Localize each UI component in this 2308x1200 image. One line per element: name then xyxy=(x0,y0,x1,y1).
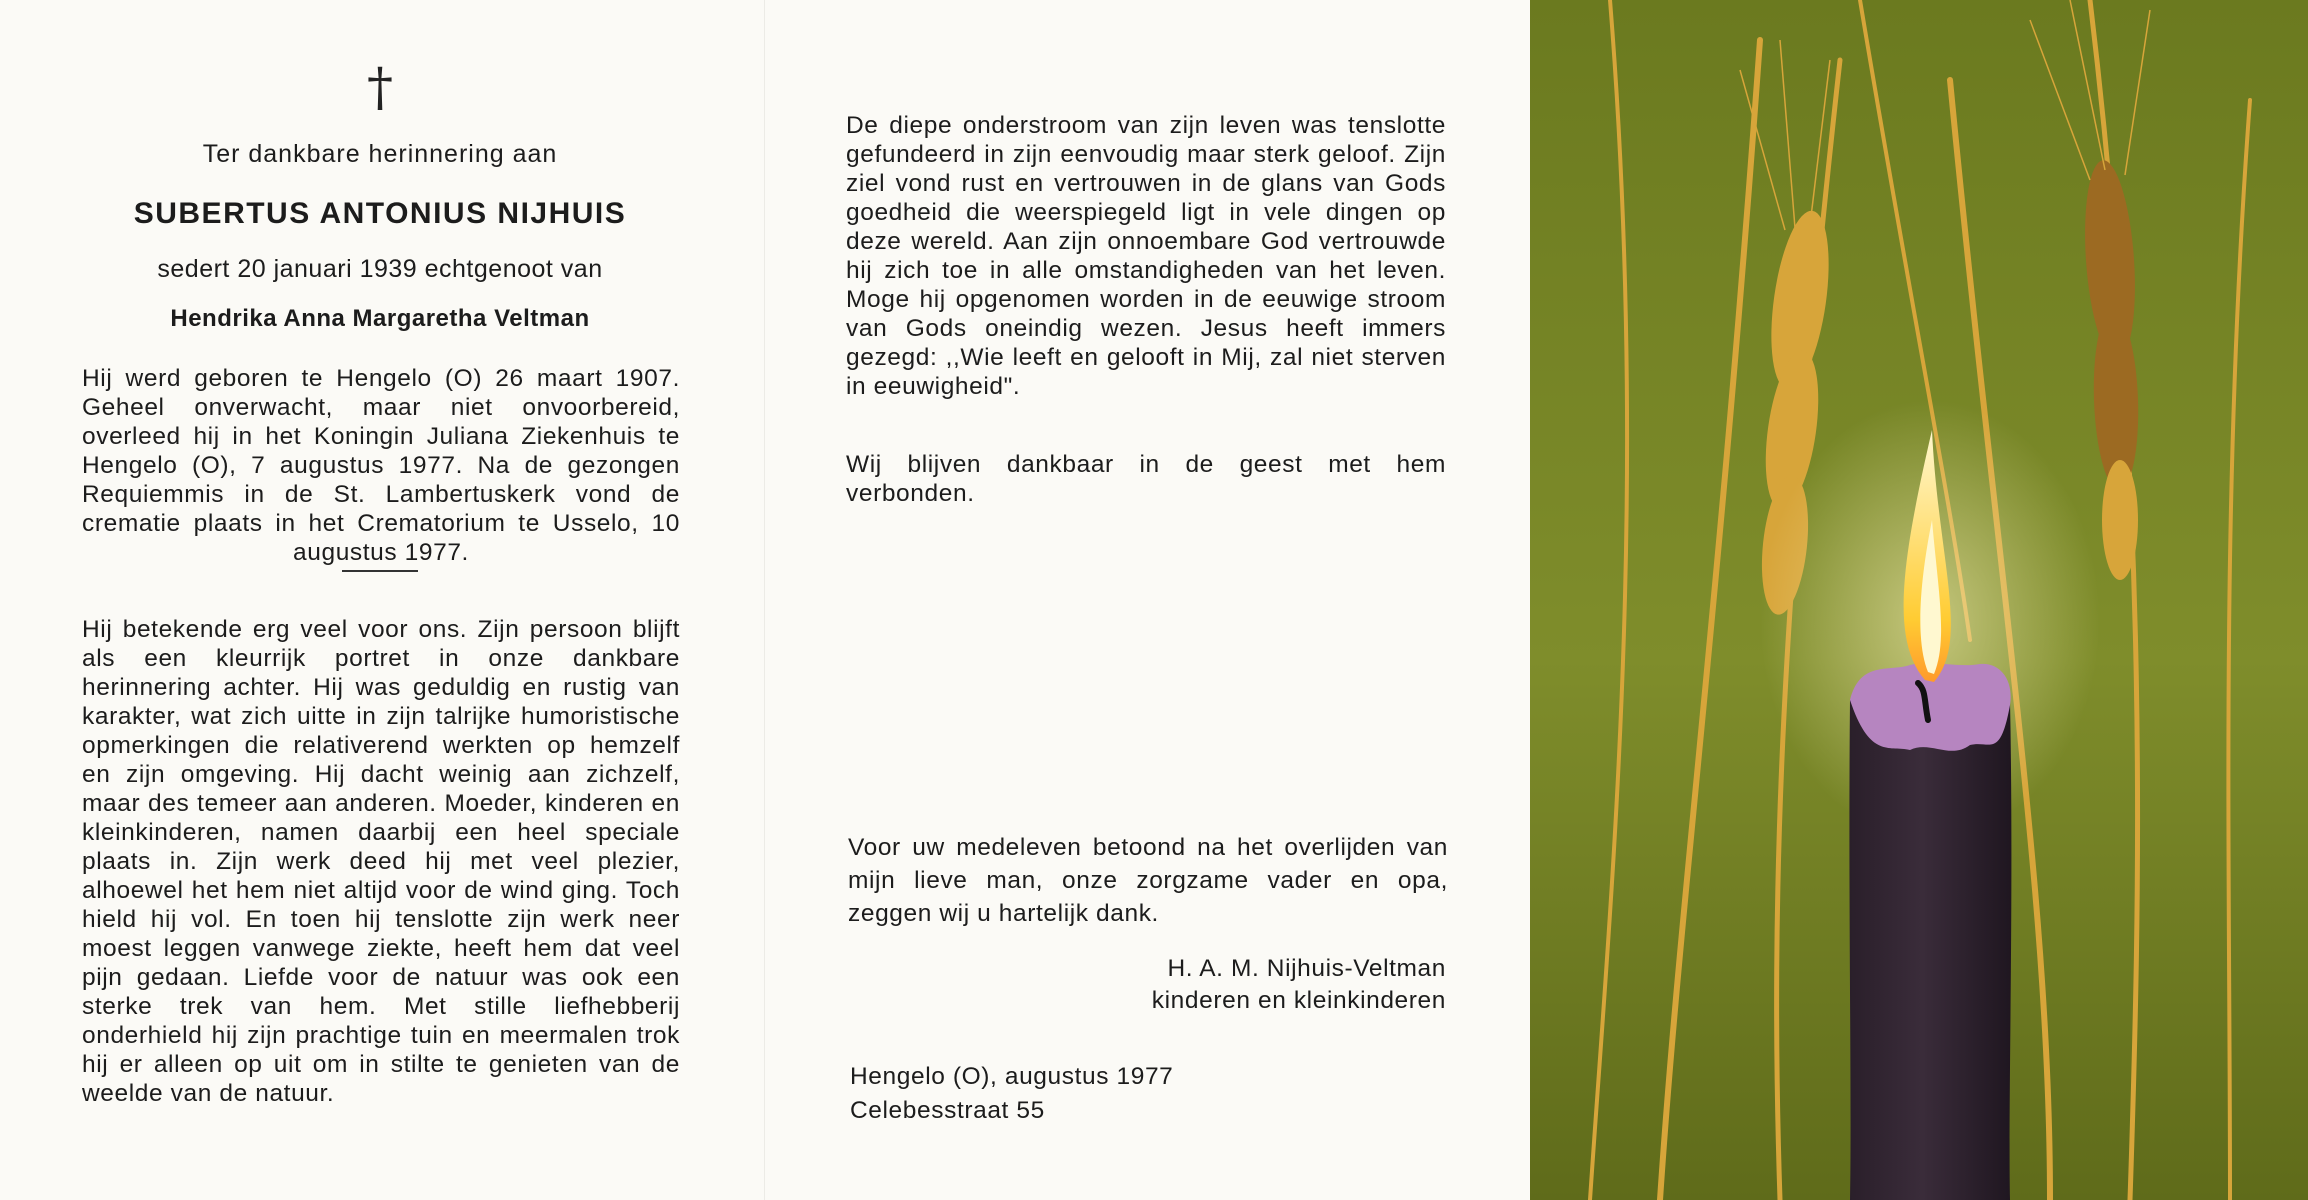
remembrance-text: Wij blijven dankbaar in de geest met hem verbonden. xyxy=(846,451,1446,507)
cross-icon: † xyxy=(367,58,393,118)
intro-line: Ter dankbare herinnering aan xyxy=(202,140,558,168)
address: Celebesstraat 55 xyxy=(850,1097,1045,1124)
signature-widow: H. A. M. Nijhuis-Veltman xyxy=(1167,955,1446,982)
faith-text: De diepe onderstroom van zijn leven was tenslotte gefundeerd in zijn eenvoudig maar sterk geloof. Zijn ziel vond rust en vertrouwen in de glans van Gods goedheid die weerspiegeld ligt in vele dingen op deze wereld. Aan zijn onnoembare God vertrouwde hij zich toe in alle omstandigheden van het leven. Moge hij opgenomen worden in de eeuwige stroom van Gods oneindig wezen. Jesus heeft immers gezegd: ,,Wie leeft en gelooft in Mij, zal niet sterven in eeuwigheid". xyxy=(846,112,1446,400)
thanks-text: Voor uw medeleven betoond na het overlijden van mijn lieve man, onze zorgzame vader en opa, zeggen wij u hartelijk dank. xyxy=(848,834,1448,927)
spouse-name: Hendrika Anna Margaretha Veltman xyxy=(170,305,590,332)
candle-wheat-image xyxy=(1530,0,2308,1200)
character-text: Hij betekende erg veel voor ons. Zijn persoon blijft als een kleurrijk portret in onze dankbare herinnering achter. Hij was geduldig en rustig van karakter, wat zich uitte in zijn talrijke humoristische opmerkingen die relativerend werkten op hemzelf en zijn omgeving. Hij dacht weinig aan zichzelf, maar des temeer aan anderen. Moeder, kinderen en kleinkinderen, namen daarbij een heel speciale plaats in. Zijn werk deed hij met veel plezier, alhoewel het hem niet altijd voor de wind ging. Toch hield hij vol. En toen hij tenslotte zijn werk neer moest leggen vanwege ziekte, heeft hem dat veel pijn gedaan. Liefde voor de natuur was ook een sterke trek van hem. Met stille liefhebberij onderhield hij zijn prachtige tuin en meermalen trok hij er alleen op uit om in stilte te genieten van de weelde van de natuur. xyxy=(82,616,680,1107)
divider xyxy=(342,570,418,572)
signature-family: kinderen en kleinkinderen xyxy=(1151,987,1446,1014)
place-date: Hengelo (O), augustus 1977 xyxy=(850,1063,1174,1090)
married-since: sedert 20 januari 1939 echtgenoot van xyxy=(157,255,603,283)
left-panel xyxy=(0,0,764,1200)
candle xyxy=(1849,663,2011,1200)
deceased-name: SUBERTUS ANTONIUS NIJHUIS xyxy=(133,197,627,230)
candle-photo xyxy=(1530,0,2308,1200)
biography-text: Hij werd geboren te Hengelo (O) 26 maart 1907. Geheel onverwacht, maar niet onvoorbereid, overleed hij in het Koningin Juliana Ziekenhuis te Hengelo (O), 7 augustus 1977. Na de gezongen Requiemmis in de St. Lambertuskerk vond de crematie plaats in het Crematorium te Usselo, 10 augustus 1977. xyxy=(82,365,680,566)
